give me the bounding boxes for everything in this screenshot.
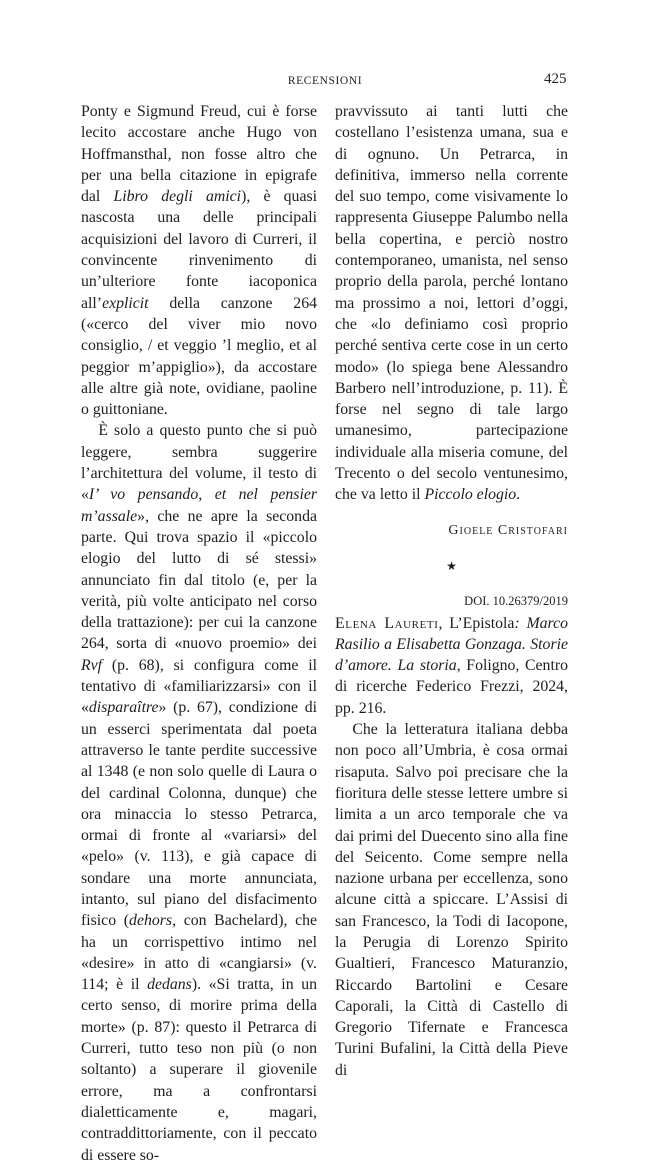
paragraph: Ponty e Sigmund Freud, cui è forse lecito accostare anche Hugo von Hoffmansthal, non fosse altro che per una bella citazione in epigrafe dal Libro degli amici), è quasi nascosta una delle principali acquisizioni del lavoro di Curreri, il convincente rinvenimento di un’ulteriore fonte iacoponica all’explicit della canzone 264 («cerco del viver mio novo consiglio, / et veggio ’l meglio, et al peggior m’appiglio»), da accostare alle altre già note, ovidiane, paoline o guittoniane. [81,103,317,419]
review-citation: Elena Laureti, L’Epistola: Marco Rasilio a Elisabetta Gonzaga. Storie d’amore. La storia, Foligno, Centro di ricerche Federico Frezzi, 2024, pp. 216. [335,614,569,717]
paragraph: pravvissuto ai tanti lutti che costellano l’esistenza umana, sua e di ognuno. Un Petrarca, in definitiva, immerso nella corrente del suo tempo, come visivamente lo rappresenta Giuseppe Palumbo nella bella copertina, e perciò nostro contemporaneo, umanista, nel senso proprio della parola, perché lontano ma prossimo a noi, lettori d’oggi, che «lo definiamo così proprio perché sentiva certe cose in un certo modo» (lo spiega bene Alessandro Barbero nell’introduzione, p. 11). È forse nel segno di tale largo umanesimo, partecipazione individuale alla miseria comune, del Trecento o del secolo ventunesimo, che va letto il Piccolo elogio. [335,103,568,504]
page-number: 425 [544,71,567,87]
reviewer-signature: Gioele Cristofari [448,522,568,538]
paragraph: Che la letteratura italiana debba non poco all’Umbria, è cosa ormai risaputa. Salvo poi precisare che la fioritura delle stesse lettere umbre si limita a un arco temporale che va dai primi del Duecento sino alla fine del Seicento. Come sempre nella nazione urbana per eccellenza, sono alcune città a spiccare. L’Assisi di san Francesco, la Todi di Iacopone, la Perugia di Lorenzo Spirito Gualtieri, Francesco Maturanzio, Riccardo Bartolini e Cesare Caporali, la Città di Castello di Gregorio Tifernate e Francesca Turini Bufalini, la Città della Pieve di [335,721,568,1079]
doi-reference: DOI. 10.26379/2019 [464,594,568,609]
section-divider-star: ★ [446,558,457,573]
paragraph: È solo a questo punto che si può leggere, sembra suggerire l’architettura del volume, il testo di «I’ vo pensando, et nel pensier m’assale», che ne apre la seconda parte. Qui trova spazio il «piccolo elogio del lutto di sé stessi» annunciato fin dal titolo (e, per la verità, più volte anticipato nel corso della trattazione): per cui la canzone 264, sorta di «nuovo proemio» dei Rvf (p. 68), si configura come il tentativo di «familiarizzarsi» con il «disparaître» (p. 67), condizione di un esserci sperimentata dal poeta attraverso le tante perdite successive al 1348 (e non solo quelle di Laura o del cardinal Colonna, dunque) che ora minaccia lo stesso Petrarca, ormai di fronte al «variarsi» del «pelo» (v. 113), e già capace di sondare una morte annunciata, intanto, sul piano del disfacimento fisico (dehors, con Bachelard), che ha un corrispettivo intimo nel «desire» in atto di «cangiarsi» (v. 114; è il dedans). «Si tratta, in un certo senso, di morire prima della morte» (p. 87): questo il Petrarca di Curreri, tutto teso non più (o non soltanto) a superare il giovenile errore, ma a confrontarsi dialetticamente e, magari, contraddittoriamente, con il peccato di essere so- [81,422,318,1164]
running-header: RECENSIONI [287,75,363,87]
review-author: Elena Laureti [335,614,439,632]
left-column [81,101,317,1166]
right-column [335,101,568,1081]
